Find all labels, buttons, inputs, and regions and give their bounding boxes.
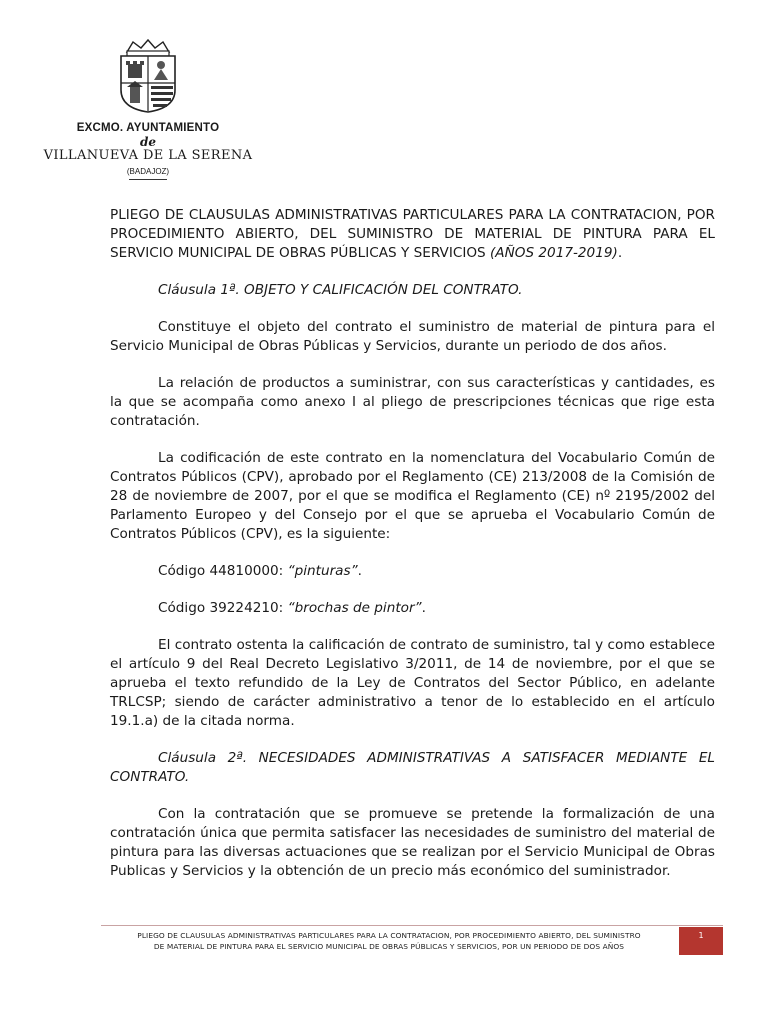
cpv-code-2-prefix: Código 39224210:	[158, 600, 288, 616]
footer-line-2: DE MATERIAL DE PINTURA PARA EL SERVICIO MUNICIPAL DE OBRAS PÚBLICAS Y SERVICIOS, POR UN PERIODO DE DOS AÑOS	[153, 942, 625, 951]
paragraph-2: La relación de productos a suministrar, con sus características y cantidades, es la que se acompaña como anexo I al pliego de prescripciones técnicas que rige esta contratación.	[110, 375, 715, 429]
paragraph-1: Constituye el objeto del contrato el suministro de material de pintura para el Servicio Municipal de Obras Públicas y Servicios, durante un periodo de dos años.	[110, 319, 715, 354]
cpv-code-2-suffix: .	[421, 600, 426, 616]
cpv-code-1-desc: “pinturas”	[287, 563, 358, 579]
clause-2-heading: Cláusula 2ª. NECESIDADES ADMINISTRATIVAS A SATISFACER MEDIANTE EL CONTRATO.	[110, 750, 715, 785]
cpv-code-1-prefix: Código 44810000:	[158, 563, 288, 579]
org-name-line1: EXCMO. AYUNTAMIENTO	[76, 122, 220, 134]
paragraph-4: El contrato ostenta la calificación de contrato de suministro, tal y como establece el artículo 9 del Real Decreto Legislativo 3/2011, de 14 de noviembre, por el que se aprueba el texto refundido de la Ley de Contratos del Sector Público, en adelante TRLCSP; siendo de carácter administrativo a tenor de lo establecido en el artículo 19.1.a) de la citada norma.	[110, 637, 715, 729]
org-name-de: de	[139, 135, 157, 149]
org-name-line2: VILLANUEVA DE LA SERENA	[43, 148, 253, 163]
org-province: (BADAJOZ)	[126, 167, 170, 176]
cpv-codes	[110, 562, 715, 618]
paragraph-3: La codificación de este contrato en la nomenclatura del Vocabulario Común de Contratos Públicos (CPV), aprobado por el Reglamento (CE) 213/2008 de la Comisión de 28 de noviembre de 2007, por el que se modifica el Reglamento (CE) nº 2195/2002 del Parlamento Europeo y del Consejo por el que se aprueba el Vocabulario Común de Contratos Públicos (CPV), es la siguiente:	[110, 450, 715, 542]
letterhead-rule	[129, 179, 167, 180]
cpv-code-1	[110, 562, 715, 581]
page-number-badge: 1	[679, 927, 723, 955]
document-body	[110, 206, 715, 899]
document-title-years: (AÑOS 2017-2019)	[489, 245, 618, 261]
page-footer	[101, 925, 723, 956]
document-title-end: .	[617, 245, 623, 261]
paragraph-5: Con la contratación que se promueve se pretende la formalización de una contratación única que permita satisfacer las necesidades de suministro del material de pintura para las diversas actuaciones que se realizan por el Servicio Municipal de Obras Publicas y Servicios y la obtención de un precio más económico del suministrador.	[110, 806, 715, 879]
cpv-code-2-desc: “brochas de pintor”	[287, 600, 422, 616]
document-title	[110, 206, 715, 263]
clause-1-heading: Cláusula 1ª. OBJETO Y CALIFICACIÓN DEL CONTRATO.	[158, 282, 523, 298]
footer-line-1: PLIEGO DE CLAUSULAS ADMINISTRATIVAS PARTICULARES PARA LA CONTRATACION, POR PROCEDIMIENTO ABIERTO, DEL SUMINISTRO	[137, 931, 641, 940]
cpv-code-1-suffix: .	[357, 563, 362, 579]
municipal-coat-of-arms-icon	[113, 38, 183, 114]
letterhead	[38, 38, 258, 180]
footer-text	[101, 930, 677, 952]
document-title-text: PLIEGO DE CLAUSULAS ADMINISTRATIVAS PARTICULARES PARA LA CONTRATACION, POR PROCEDIMIENTO ABIERTO, DEL SUMINISTRO DE MATERIAL DE PINTURA PARA EL SERVICIO MUNICIPAL DE OBRAS PÚBLICAS Y SERVICIOS	[110, 207, 715, 261]
cpv-code-2	[110, 599, 715, 618]
